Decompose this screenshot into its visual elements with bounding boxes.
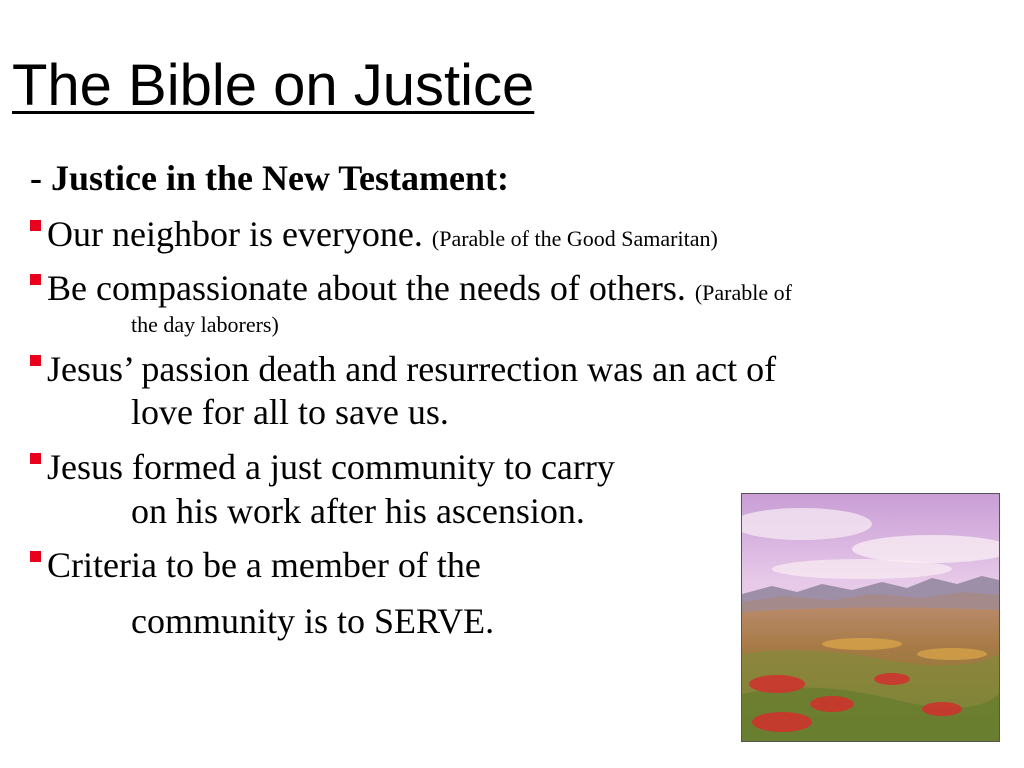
landscape-photo-icon	[742, 494, 999, 741]
bullet-item-1	[30, 212, 718, 261]
bullet-text: Our neighbor is everyone.	[47, 214, 423, 254]
bullet-square-icon	[30, 453, 41, 464]
bullet-item-5	[30, 543, 481, 587]
bullet-square-icon	[30, 274, 41, 285]
bullet-continuation: on his work after his ascension.	[131, 491, 585, 531]
bullet-item-2	[30, 266, 792, 315]
bullet-item-4	[30, 445, 615, 489]
bullet-continuation: community is to SERVE.	[131, 601, 495, 641]
bullet-text: Jesus’ passion death and resurrection was an act of	[47, 349, 777, 389]
bullet-square-icon	[30, 220, 41, 231]
bullet-note: (Parable of	[694, 280, 792, 305]
slide-title	[12, 52, 534, 120]
bullet-item-3	[30, 347, 776, 391]
bullet-text: Criteria to be a member of the	[47, 545, 481, 585]
bullet-note: (Parable of the Good Samaritan)	[431, 226, 718, 251]
bullet-text: Be compassionate about the needs of others.	[47, 268, 686, 308]
bullet-continuation: love for all to save us.	[131, 392, 449, 432]
slide-title-text: The Bible on Justice	[12, 53, 535, 118]
subheading: - Justice in the New Testament:	[30, 158, 509, 198]
bullet-square-icon	[30, 551, 41, 562]
bullet-square-icon	[30, 355, 41, 366]
bullet-note-continuation: the day laborers)	[131, 312, 279, 337]
bullet-text: Jesus formed a just community to carry	[47, 447, 615, 487]
landscape-photo	[741, 493, 1000, 742]
